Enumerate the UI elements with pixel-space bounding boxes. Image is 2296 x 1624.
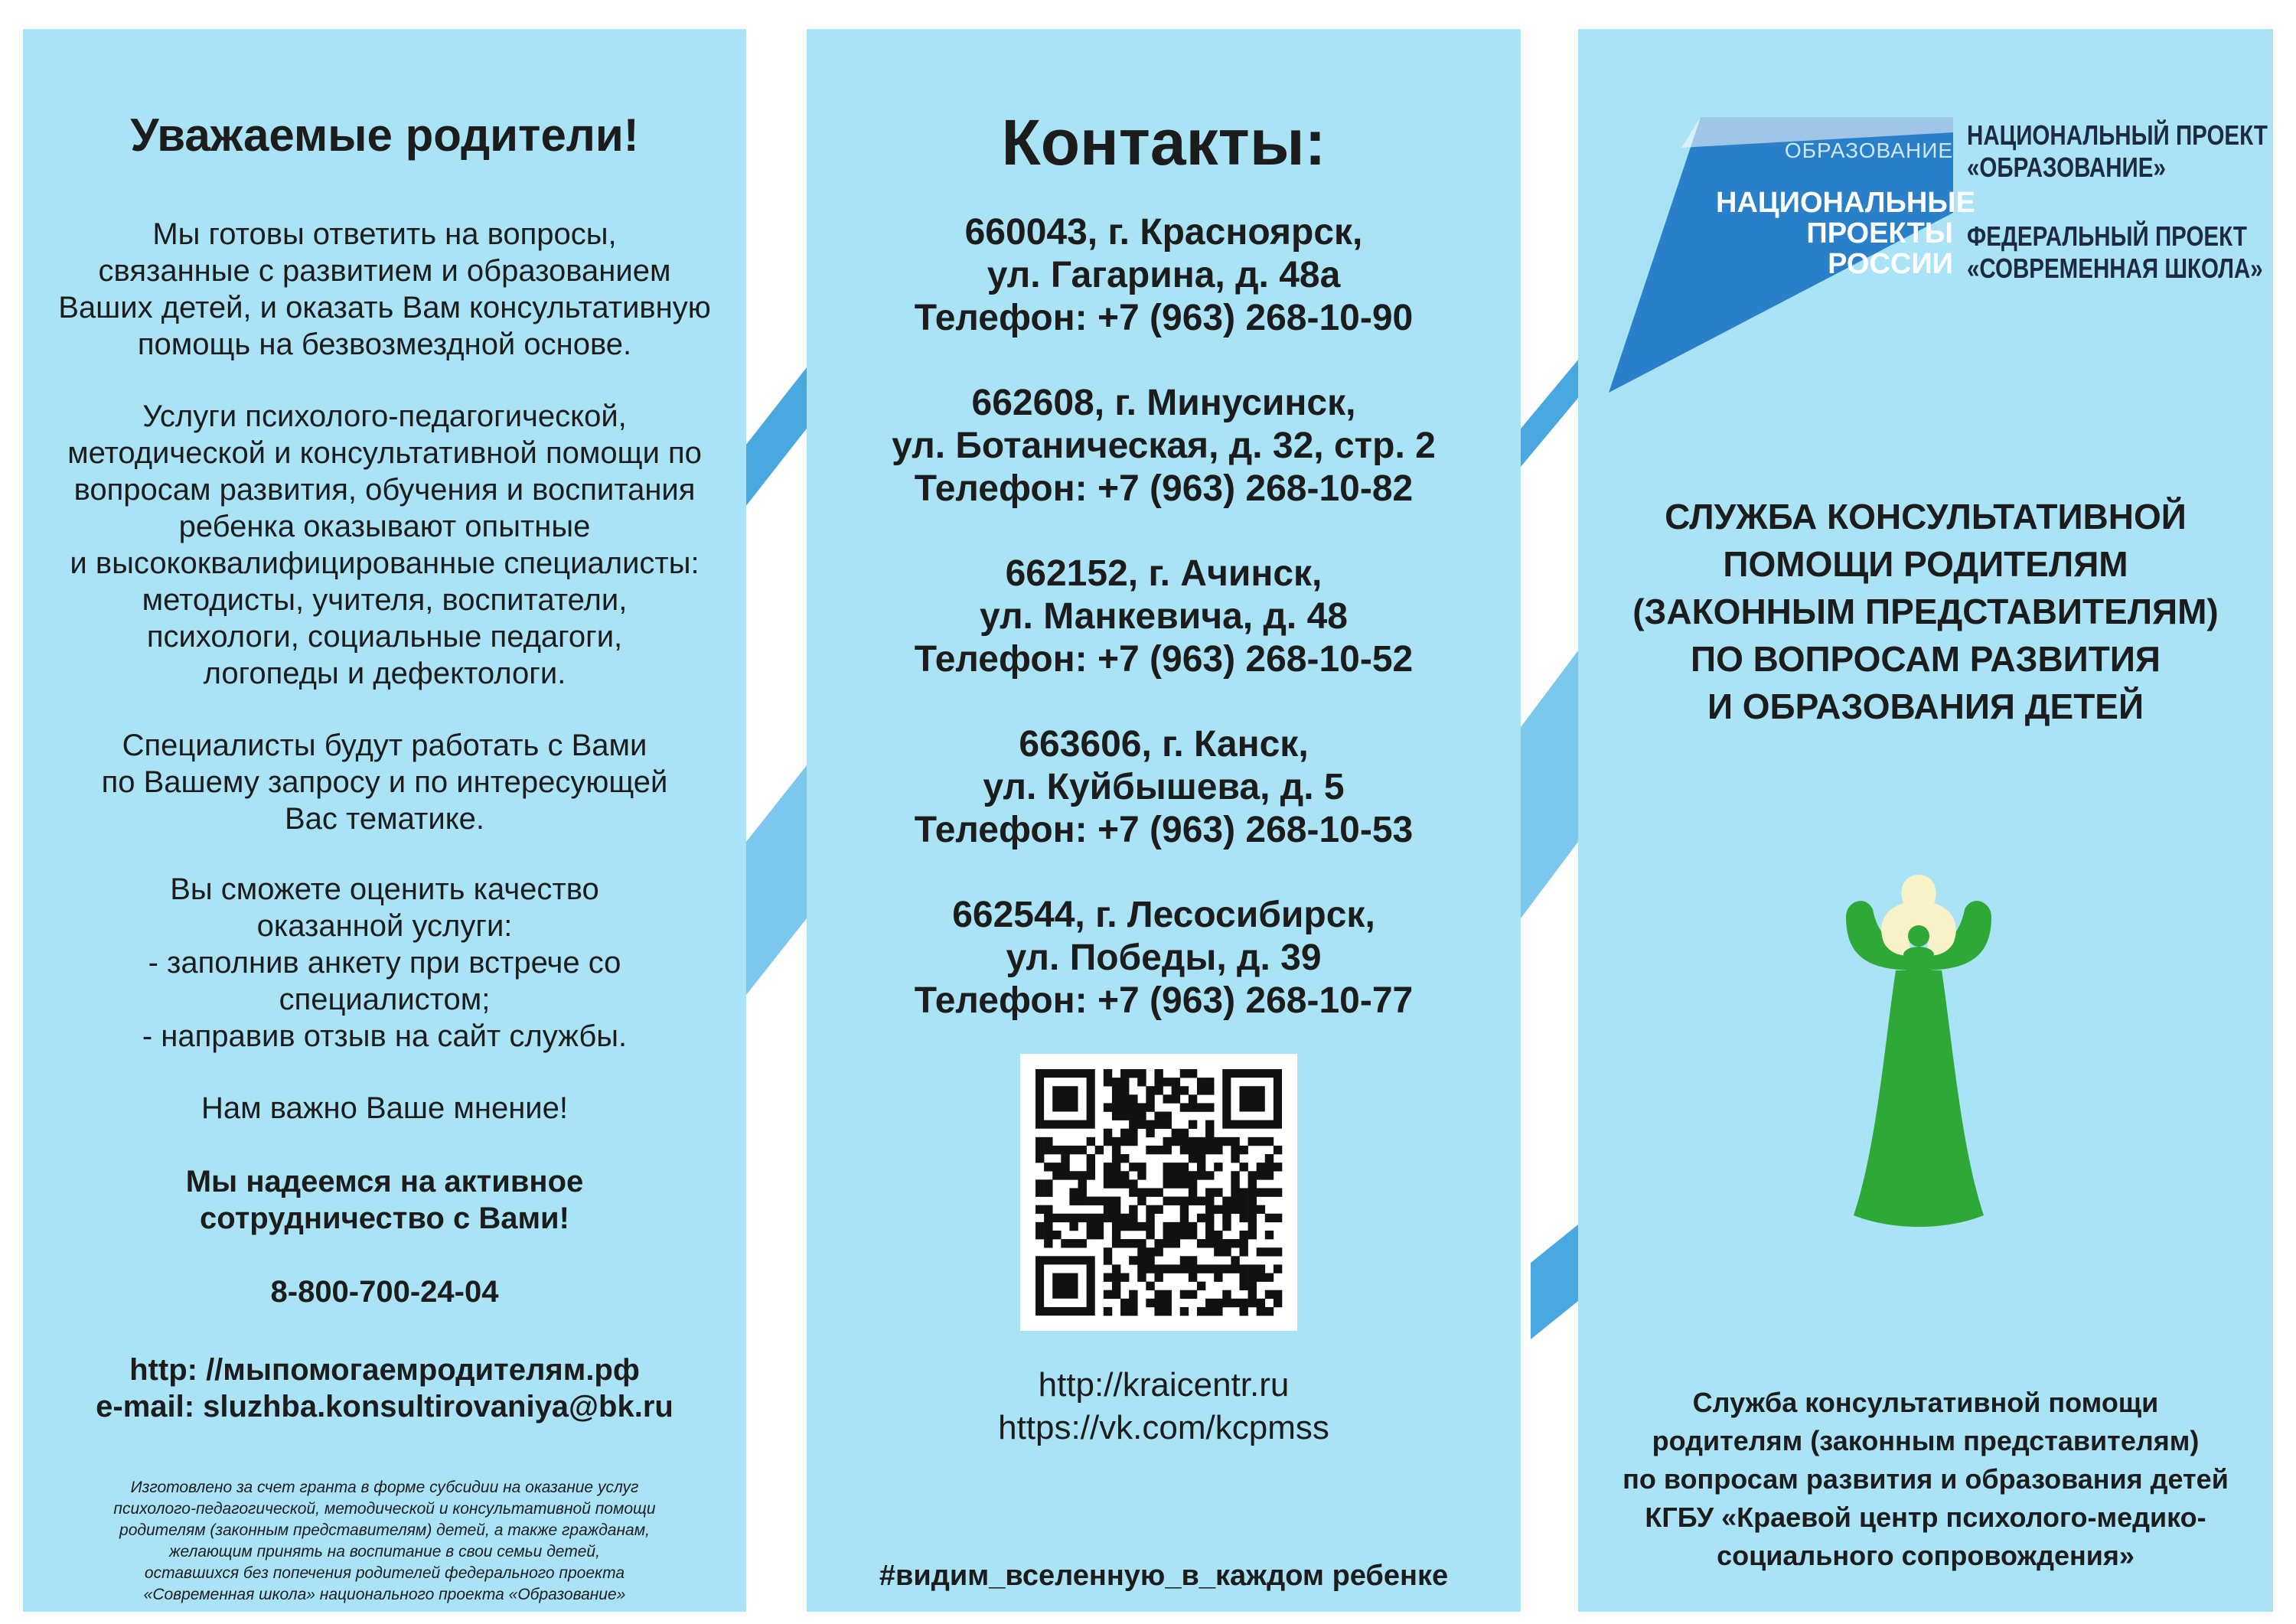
federal-project-label: ФЕДЕРАЛЬНЫЙ ПРОЕКТ «СОВРЕМЕННАЯ ШКОЛА» bbox=[1967, 220, 2263, 284]
logo-small-label: ОБРАЗОВАНИЕ bbox=[1784, 139, 1953, 162]
logo-main-text: НАЦИОНАЛЬНЫЕ ПРОЕКТЫ РОССИИ bbox=[1716, 187, 1975, 280]
intro-paragraph: Мы готовы ответить на вопросы, связанные с развитием и образованием Ваших детей, и оказать Вам консультативную помощь на безвозмездной основе. bbox=[58, 217, 711, 361]
parent-child-emblem bbox=[1831, 871, 2007, 1231]
quality-paragraph: Вы сможете оценить качество оказанной услуги: - заполнив анкету при встрече со специалистом; - направив отзыв на сайт службы. bbox=[142, 872, 628, 1053]
office-achinsk: 662152, г. Ачинск, ул. Манкевича, д. 48 Телефон: +7 (963) 268-10-52 bbox=[807, 553, 1521, 681]
specialists-paragraph: Специалисты будут работать с Вами по Вашему запросу и по интересующей Вас тематике. bbox=[101, 729, 668, 836]
office-phone[interactable]: Телефон: +7 (963) 268-10-82 bbox=[914, 468, 1414, 509]
office-phone[interactable]: Телефон: +7 (963) 268-10-77 bbox=[914, 980, 1414, 1021]
office-minusinsk: 662608, г. Минусинск, ул. Ботаническая, д. 32, стр. 2 Телефон: +7 (963) 268-10-82 bbox=[807, 382, 1521, 510]
grant-footnote: Изготовлено за счет гранта в форме субсидии на оказание услуг психолого-педагогической, методической и консультативной помощи родителям (законным представителям) детей, а также гражданам, желающим принять на воспитание в свои семьи детей, оставшихся без попечения родителей федерального проекта «Современная школа» национального проекта «Образование» bbox=[113, 1479, 656, 1603]
office-phone[interactable]: Телефон: +7 (963) 268-10-90 bbox=[914, 298, 1414, 338]
right-panel bbox=[1578, 29, 2273, 1612]
office-phone[interactable]: Телефон: +7 (963) 268-10-52 bbox=[914, 639, 1414, 680]
contacts-title: Контакты: bbox=[1001, 106, 1326, 178]
office-lesosibirsk: 662544, г. Лесосибирск, ул. Победы, д. 39 Телефон: +7 (963) 268-10-77 bbox=[807, 894, 1521, 1022]
website-link[interactable]: http: //мыпомогаемродителям.рф bbox=[129, 1353, 640, 1387]
cooperation-text: Мы надеемся на активное сотрудничество с Вами! bbox=[185, 1165, 584, 1235]
opinion-text: Нам важно Ваше мнение! bbox=[201, 1091, 568, 1125]
hotline-phone[interactable]: 8-800-700-24-04 bbox=[270, 1275, 499, 1309]
office-kansk: 663606, г. Канск, ул. Куйбышева, д. 5 Телефон: +7 (963) 268-10-53 bbox=[807, 723, 1521, 852]
greeting-heading: Уважаемые родители! bbox=[130, 109, 639, 161]
email-link[interactable]: e-mail: sluzhba.konsultirovaniya@bk.ru bbox=[96, 1390, 673, 1423]
office-phone[interactable]: Телефон: +7 (963) 268-10-53 bbox=[914, 810, 1414, 850]
site-links bbox=[807, 1364, 1521, 1450]
vk-link[interactable]: https://vk.com/kcpmss bbox=[998, 1409, 1329, 1446]
services-paragraph: Услуги психолого-педагогической, методической и консультативной помощи по вопросам развития, обучения и воспитания ребенка оказывают опытные и высококвалифицированные специалисты: методисты, учителя, воспитатели, психологи, социальные педагоги, логопеды и дефектологи. bbox=[67, 399, 702, 690]
service-footer: Служба консультативной помощи родителям (законным представителям) по вопросам развития и образования детей КГБУ «Краевой центр психолого-медико- социального сопровождения» bbox=[1623, 1387, 2229, 1571]
left-panel bbox=[23, 29, 746, 1612]
middle-panel bbox=[807, 29, 1521, 1612]
national-project-label: НАЦИОНАЛЬНЫЙ ПРОЕКТ «ОБРАЗОВАНИЕ» bbox=[1967, 119, 2268, 183]
qr-code-graphic bbox=[1020, 1054, 1297, 1331]
office-krasnoyarsk: 660043, г. Красноярск, ул. Гагарина, д. 48а Телефон: +7 (963) 268-10-90 bbox=[807, 211, 1521, 340]
hashtag: #видим_вселенную_в_каждом ребенке bbox=[879, 1560, 1449, 1592]
service-title: СЛУЖБА КОНСУЛЬТАТИВНОЙ ПОМОЩИ РОДИТЕЛЯМ (ЗАКОННЫМ ПРЕДСТАВИТЕЛЯМ) ПО ВОПРОСАМ РАЗВИТИЯ И ОБРАЗОВАНИЯ ДЕТЕЙ bbox=[1632, 497, 2219, 726]
qr-code[interactable] bbox=[1020, 1054, 1297, 1331]
kraicentr-link[interactable]: http://kraicentr.ru bbox=[1038, 1366, 1290, 1404]
